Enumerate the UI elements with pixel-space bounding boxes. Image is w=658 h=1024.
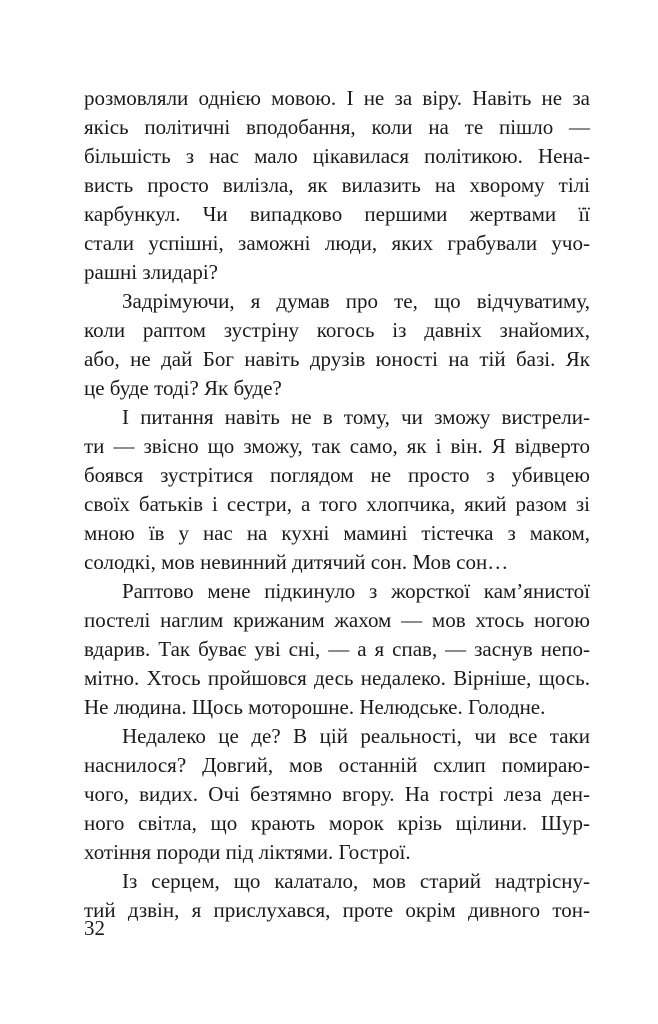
text-line: ти — звісно що зможу, так само, як і він. Я відверто xyxy=(84,434,590,458)
text-line: постелі наглим крижаним жахом — мов хтось ногою xyxy=(84,608,590,632)
text-line: своїх батьків і сестри, а того хлопчика, який разом зі xyxy=(84,492,590,516)
page-number: 32 xyxy=(84,916,105,940)
text-line: більшість з нас мало цікавилася політикою. Нена- xyxy=(84,144,590,168)
text-line: ного світла, що крають морок крізь щілини. Шур- xyxy=(84,811,590,835)
text-line: мітно. Хтось пройшовся десь недалеко. Вірніше, щось. xyxy=(84,666,590,690)
text-line: стали успішні, заможні люди, яких грабували учо- xyxy=(84,231,590,255)
text-line: І питання навіть не в тому, чи зможу вистрели- xyxy=(122,405,590,429)
text-line: наснилося? Довгий, мов останній схлип помираю- xyxy=(84,753,590,777)
text-line: Із серцем, що калатало, мов старий надтріснy- xyxy=(122,869,590,893)
text-line: це буде тоді? Як буде? xyxy=(84,376,282,400)
text-line: вдарив. Так буває уві сні, — а я спав, — заснув непо- xyxy=(84,637,590,661)
text-line: боявся зустрітися поглядом не просто з убивцею xyxy=(84,463,590,487)
text-line: карбункул. Чи випадково першими жертвами її xyxy=(84,202,590,226)
text-line: якісь політичні вподобання, коли на те пішло — xyxy=(84,115,590,139)
text-line: висть просто вилізла, як вилазить на хворому тілі xyxy=(84,173,590,197)
text-line: Недалеко це де? В цій реальності, чи все таки xyxy=(122,724,590,748)
text-line: солодкі, мов невинний дитячий сон. Мов сон… xyxy=(84,550,509,574)
text-line: розмовляли однією мовою. І не за віру. Навіть не за xyxy=(84,86,590,110)
text-line: Не людина. Щось моторошне. Нелюдське. Голодне. xyxy=(84,695,546,719)
text-line: Задрімуючи, я думав про те, що відчуватиму, xyxy=(122,289,590,313)
text-line: коли раптом зустріну когось із давніх знайомих, xyxy=(84,318,590,342)
text-line: Раптово мене підкинуло з жорсткої кам’янистої xyxy=(122,579,590,603)
text-line: тий дзвін, я прислухався, проте окрім дивного тон- xyxy=(84,898,590,922)
text-line: чого, видих. Очі безтямно вгору. На гострі леза ден- xyxy=(84,782,590,806)
text-line: або, не дай Бог навіть друзів юності на тій базі. Як xyxy=(84,347,590,371)
text-line: мною їв у нас на кухні мамині тістечка з маком, xyxy=(84,521,590,545)
text-line: хотіння породи під ліктями. Гострої. xyxy=(84,840,411,864)
text-line: рашні злидарі? xyxy=(84,260,218,284)
page-body xyxy=(84,84,590,925)
